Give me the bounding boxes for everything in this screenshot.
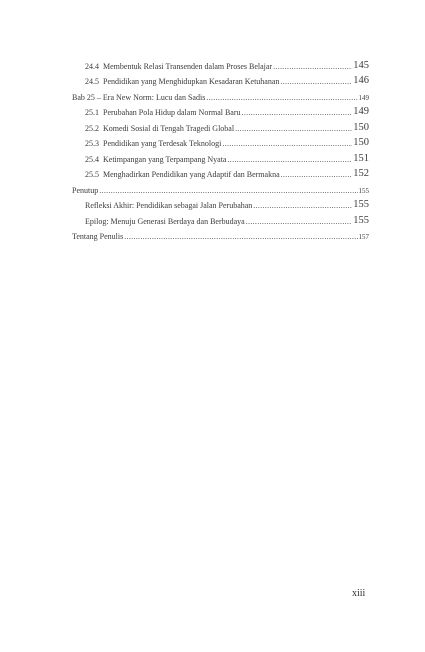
toc-entry-number: 25.4 [85,154,99,164]
toc-entry[interactable] [72,103,369,119]
table-of-contents [72,56,369,242]
toc-entry-title: Tentang Penulis [72,232,124,241]
page-number: xiii [352,588,366,599]
toc-entry-number: 25.1 [85,108,99,117]
toc-entry-title: Ketimpangan yang Terpampang Nyata [103,154,227,164]
dot-leader [242,107,353,118]
toc-entry-number: 24.4 [85,61,99,71]
toc-entry[interactable] [72,165,369,181]
dot-leader [227,154,352,165]
toc-entry-page: 149 [358,93,369,102]
dot-leader [246,216,353,227]
dot-leader [273,61,352,72]
toc-entry-number: 25.2 [85,123,99,133]
dot-leader [235,123,352,134]
dot-leader [281,169,353,180]
toc-chapter-entry[interactable] [72,180,369,196]
toc-entry[interactable] [72,72,369,88]
toc-entry-page: 146 [353,75,369,86]
toc-entry-number: 25.3 [85,139,99,148]
toc-entry-page: 151 [353,152,369,164]
toc-entry-page: 155 [353,199,369,210]
toc-chapter-entry[interactable] [72,227,369,243]
toc-entry-number: 24.5 [85,77,99,86]
toc-entry-page: 145 [353,59,369,71]
dot-leader [280,76,352,87]
toc-entry-page: 149 [353,106,369,117]
toc-entry-title: Perubahan Pola Hidup dalam Normal Baru [103,108,241,117]
dot-leader [124,231,357,242]
toc-entry-title: Bab 25 – Era New Norm: Lucu dan Sadis [72,92,206,102]
toc-entry[interactable] [72,118,369,134]
toc-entry-page: 150 [353,137,369,148]
toc-entry-title: Refleksi Akhir: Pendidikan sebagai Jalan Perubahan [85,201,253,210]
toc-entry-title: Menghadirkan Pendidikan yang Adaptif dan Bermakna [103,170,280,179]
toc-entry-title: Epilog: Menuju Generasi Berdaya dan Berbudaya [85,216,245,226]
toc-chapter-entry[interactable] [72,87,369,103]
dot-leader [99,185,357,196]
toc-entry-page: 150 [353,121,369,133]
toc-entry-number: 25.5 [85,170,99,179]
toc-entry-title: Membentuk Relasi Transenden dalam Proses Belajar [103,61,273,71]
toc-entry[interactable] [72,149,369,165]
toc-entry-title: Penutup [72,185,99,195]
toc-entry-title: Pendidikan yang Terdesak Teknologi [103,139,222,148]
toc-entry-title: Komedi Sosial di Tengah Tragedi Global [103,123,235,133]
toc-entry-page: 155 [358,186,369,195]
toc-entry-page: 157 [358,233,369,241]
toc-entry-page: 152 [353,168,369,179]
dot-leader [253,200,352,211]
toc-entry-page: 155 [353,214,369,226]
dot-leader [206,92,357,103]
dot-leader [222,138,352,149]
toc-entry[interactable] [72,56,369,72]
toc-entry[interactable] [72,211,369,227]
toc-entry-title: Pendidikan yang Menghidupkan Kesadaran Ketuhanan [103,77,280,86]
toc-entry[interactable] [72,196,369,212]
toc-entry[interactable] [72,134,369,150]
